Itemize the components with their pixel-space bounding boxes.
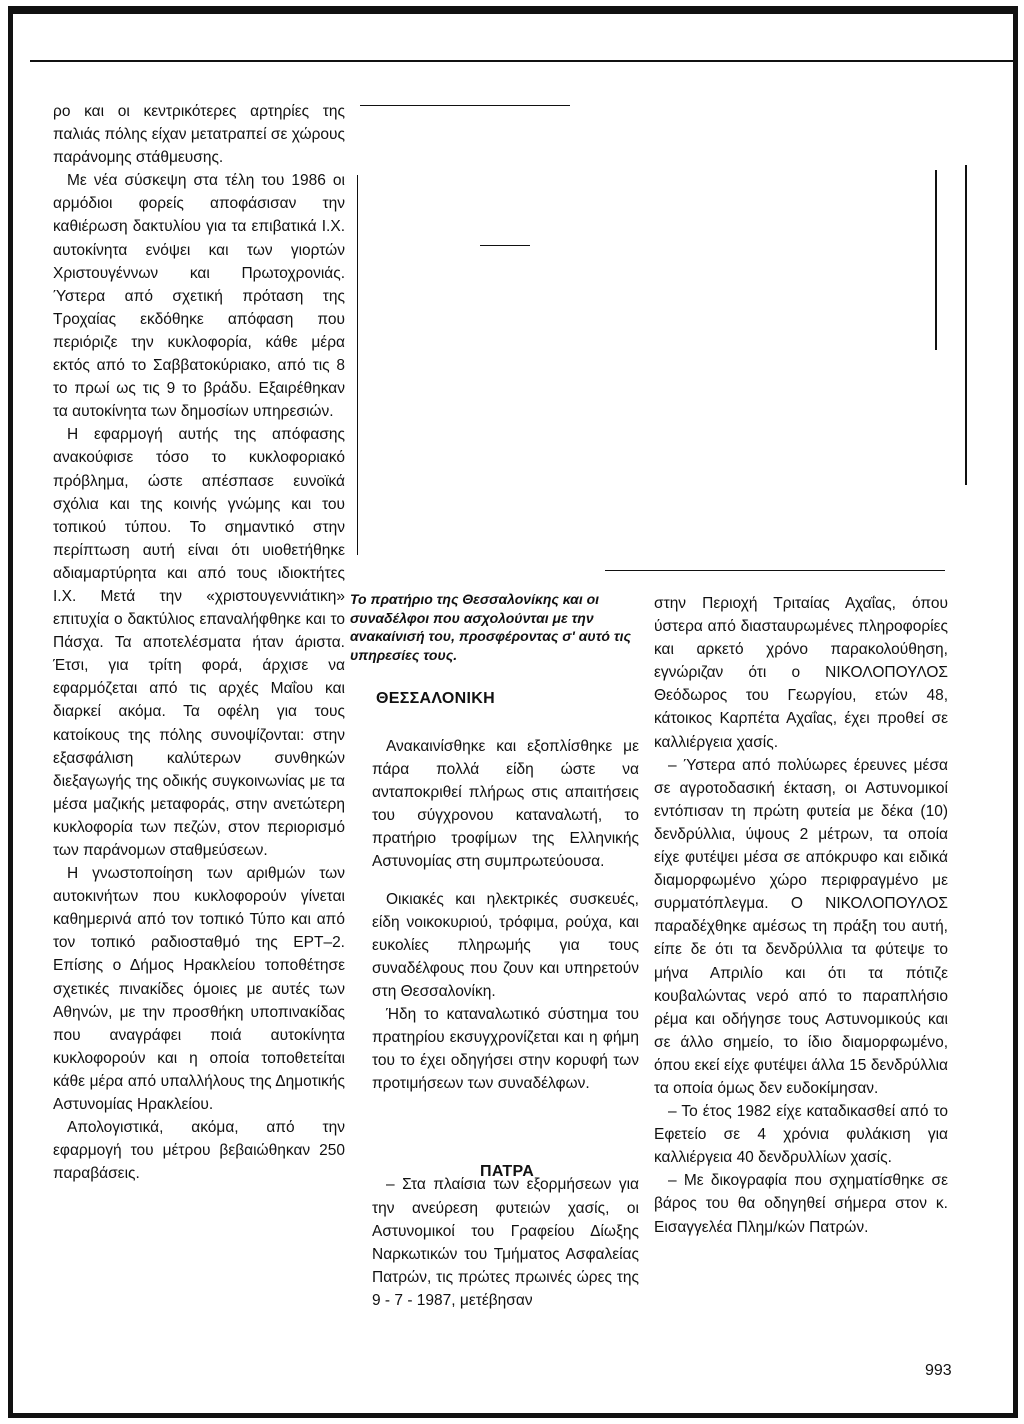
paragraph: – Με δικογραφία που σχηματίσθηκε σε βάρος του θα οδηγηθεί σήμερα στον κ. Εισαγγελέα Πλημ/κών Πατρών. xyxy=(654,1172,948,1236)
paragraph: Με νέα σύσκεψη στα τέλη του 1986 οι αρμόδιοι φορείς αποφάσισαν την καθιέρωση δακτυλίου για τα επιβατικά Ι.Χ. αυτοκίνητα ενόψει και των γιορτών Χριστουγέννων και Πρωτοχρονιάς. Ύστερα από σχετική πρόταση της Τροχαίας εκδόθηκε απόφαση που περιόριζε την κυκλοφορία, κάθε μέρα εκτός από το Σαββατοκύριακο, από τις 8 το πρωί ως τις 9 το βράδυ. Εξαιρέθηκαν τα αυτοκίνητα των δημοσίων υπηρεσιών. xyxy=(53,172,345,421)
paragraph: – Το έτος 1982 είχε καταδικασθεί από το Εφετείο σε 4 χρόνια φυλάκιση για καλλιέργεια 40 δενδρυλλίων χασίς. xyxy=(654,1103,948,1167)
paragraph: ρο και οι κεντρικότερες αρτηρίες της παλιάς πόλης είχαν μετατραπεί σε χώρους παράνομης στάθμευσης. xyxy=(53,103,345,167)
middle-column xyxy=(372,735,639,1312)
paragraph: Ανακαινίσθηκε και εξοπλίσθηκε με πάρα πολλά είδη ώστε να ανταποκριθεί πλήρως στις απαιτήσεις του σύγχρονου καταναλωτή, το πρατήριο τροφίμων της Ελληνικής Αστυνομίας στη συμπρωτεύουσα. xyxy=(372,738,639,871)
section-heading-patra: ΠΑΤΡΑ xyxy=(480,1163,535,1180)
paragraph: – Στα πλαίσια των εξορμήσεων για την ανεύρεση φυτειών χασίς, οι Αστυνομικοί του Γραφείου Δίωξης Ναρκωτικών του Τμήματος Ασφαλείας Πατρών, τις πρώτες πρωινές ώρες της 9 - 7 - 1987, μετέβησαν xyxy=(372,1176,639,1309)
section-heading-thessaloniki: ΘΕΣΣΑΛΟΝΙΚΗ xyxy=(376,690,495,707)
photo-caption: Το πρατήριο της Θεσσαλονίκης και οι συναδέλφοι που ασχολούνται με την ανακαίνισή του, προσφέροντας σ' αυτό τις υπηρεσίες τους. xyxy=(350,591,631,663)
paragraph: – Ύστερα από πολύωρες έρευνες μέσα σε αγροτοδασική έκταση, οι Αστυνομικοί εντόπισαν τη πρώτη φυτεία με δέκα (10) δενδρύλλια, ύψους 2 μέτρων, τα οποία είχε φυτέψει μέσα σε απόκρυφο και ειδικά διαμορφωμένο χώρο περιφραγμένο με συρματόπλεγμα. Ο ΝΙΚΟΛΟΠΟΥΛΟΣ παραδέχθηκε αμέσως τη πράξη του αυτή, είπε δε ότι τα δενδρύλλια τα φύτεψε το μήνα Απριλίο και ότι τα πότιζε κουβαλώντας νερό από το παραπλήσιο ρέμα και οδήγησε τους Αστυνομικούς και σε άλλο σημείο, το ίδιο διαμορφωμένο, όπου εκεί είχε φυτέψει άλλα 15 δενδρύλλια τα οποία όμως δεν ευδοκίμησαν. xyxy=(654,756,948,1097)
paragraph: Ήδη το καταναλωτικό σύστημα του πρατηρίου εκσυγχρονίζεται και η φήμη του το έχει οδηγήσει στην κορυφή των προτιμήσεων των συναδέλφων. xyxy=(372,1006,639,1093)
paragraph: Οικιακές και ηλεκτρικές συσκευές, είδη νοικοκυριού, τρόφιμα, ρούχα, και ευκολίες πληρωμής για τους συναδέλφους που ζουν και υπηρετούν στη Θεσσαλονίκη. xyxy=(372,890,639,1000)
paragraph: Η γνωστοποίηση των αριθμών των αυτοκινήτων που κυκλοφορούν γίνεται καθημερινά από τον τοπικό Τύπο και από τον τοπικό ραδιοσταθμό της ΕΡΤ–2. Επίσης ο Δήμος Ηρακλείου τοποθέτησε σχετικές πινακίδες όμοιες με αυτές των Αθηνών, με την προσθήκη υποπινακίδας που αναγράφει ποιά αυτοκίνητα κυκλοφορούν και η οποία τοποθετείται κάθε μέρα από υπαλλήλους της Δημοτικής Αστυνομίας Ηρακλείου. xyxy=(53,865,345,1114)
photo xyxy=(355,85,975,575)
paragraph: Απολογιστικά, ακόμα, από την εφαρμογή του μέτρου βεβαιώθηκαν 250 παραβάσεις. xyxy=(53,1119,345,1183)
top-rule xyxy=(30,60,1014,62)
paragraph: στην Περιοχή Τριταίας Αχαΐας, όπου ύστερα από διασταυρωμένες πληροφορίες και αρκετό χρόνο παρακολούθηση, εγνώριζαν ότι ο ΝΙΚΟΛΟΠΟΥΛΟΣ Θεόδωρος του Γεωργίου, ετών 48, κάτοικος Καρπέτα Αχαΐας, έχει προθεί σε καλλιέργεια χασίς. xyxy=(654,595,948,751)
left-column xyxy=(53,100,345,1185)
right-column xyxy=(654,592,948,1239)
paragraph: Η εφαρμογή αυτής της απόφασης ανακούφισε τόσο το κυκλοφοριακό πρόβλημα, ώστε απέσπασε ευνοϊκά σχόλια και της κοινής γνώμης και του τοπικού τύπου. Το σημαντικό στην περίπτωση αυτή είναι ότι υιοθετήθηκε αδιαμαρτύρητα και από τους ιδιοκτήτες Ι.Χ. Μετά την «χριστουγεννιάτικη» επιτυχία ο δακτύλιος επαναλήφθηκε και το Πάσχα. Τα αποτελέσματα ήταν άριστα. Έτσι, για τρίτη φορά, άρχισε να εφαρμόζεται από τις αρχές Μαΐου και διαρκεί ακόμα. Τα οφέλη για τους κατοίκους της πόλης συνοψίζονται: στην εξασφάλιση καλύτερων συνθηκών διεξαγωγής της οδικής συγκοινωνίας με τα μέσα μαζικής μεταφοράς, στην ανετώτερη κυκλοφορία των πεζών, στον περιορισμό των παράνομων σταθμεύσεων. xyxy=(53,426,345,859)
page-number: 993 xyxy=(925,1362,952,1379)
